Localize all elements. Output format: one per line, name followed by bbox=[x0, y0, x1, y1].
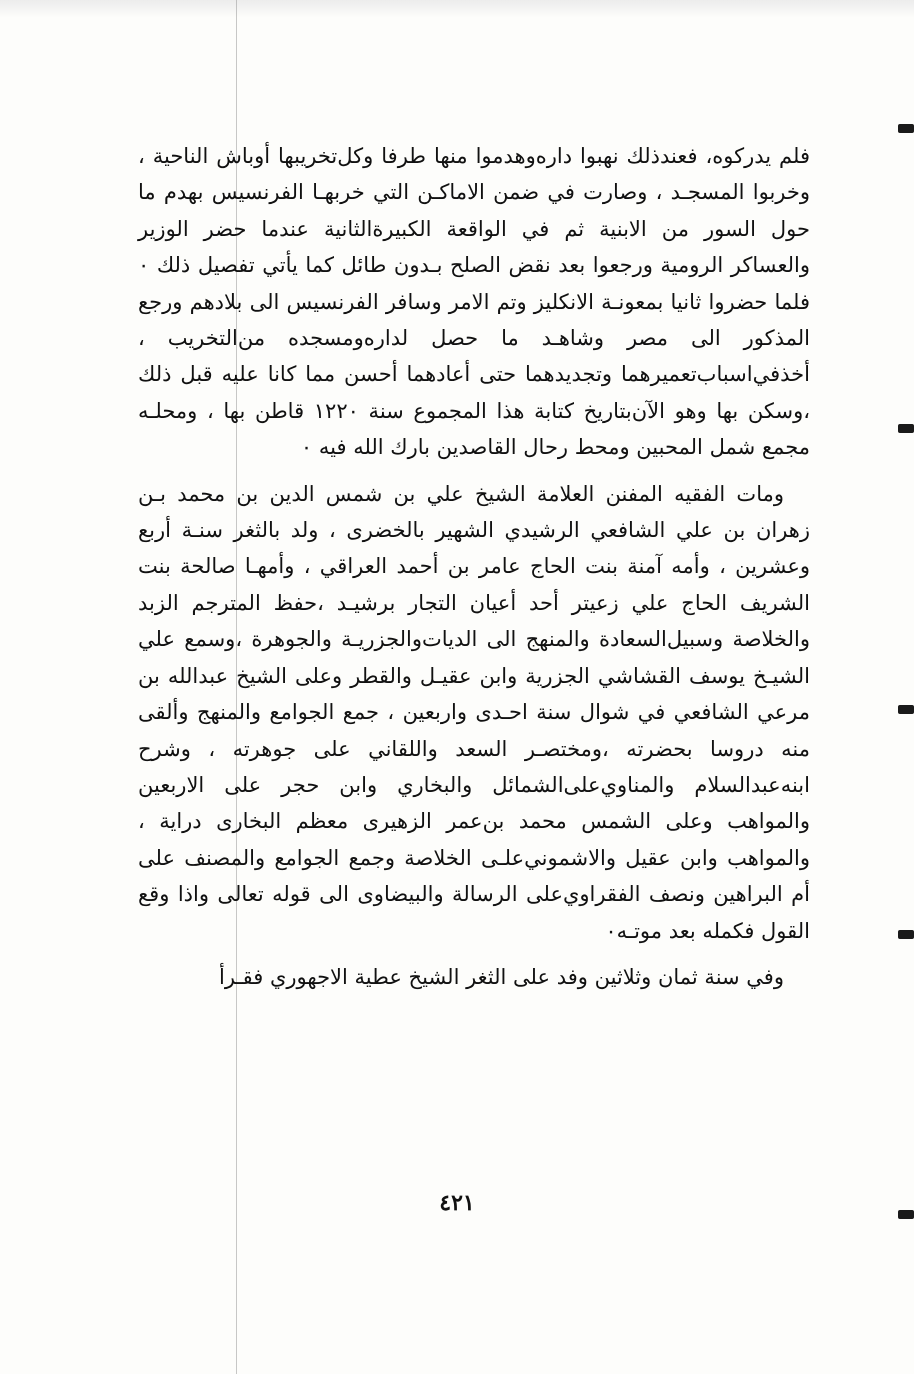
paragraph-3: وفي سنة ثمان وثلاثين وفد على الثغر الشيخ عطية الاجهوري فقـرأ bbox=[219, 964, 784, 989]
binding-mark bbox=[898, 424, 914, 433]
binding-mark bbox=[898, 705, 914, 714]
scan-shadow bbox=[0, 0, 914, 18]
page-number: ٤٢١ bbox=[439, 1190, 475, 1216]
binding-mark bbox=[898, 124, 914, 133]
paragraph-1: فلم يدركوه، فعندذلك نهبوا داره‌وهدموا منها طرفا وكل‌تخريبها أوباش الناحية ، وخربوا المسجـد ، وصارت في ضمن الاماكـن التي خربهـا الفرنسيس بهدم ما حول السور من الابنية ثم في الواقعة الكبيرةالثانية عندما حضر الوزير والعساكر الرومية ورجعوا بعد نقض الصلح بـدون طائل كما يأتي تفصيل ذلك ٠ فلما حضروا ثانيا بمعونـة الانكليز وتم الامر وسافر الفرنسيس الى بلادهم ورجع المذكور الى مصر وشاهـد ما حصل لداره‌ومسجده من‌التخريب ، أخذفي‌اسباب‌تعميرهما وتجديدهما حتى أعادهما أحسن مما كانا عليه قبل ذلك ،وسكن بها وهو الآن‌بتاريخ كتابة هذا المجموع سنة ١٢٢٠ قاطن بها ، ومحلـه مجمع شمل المحبين ومحط رحال القاصدين بارك الله فيه ٠ bbox=[138, 144, 810, 460]
paragraph-2: ومات الفقيه المفنن العلامة الشيخ علي بن شمس الدين بن محمد بـن زهران بن علي الشافعي الرشيدي الشهير بالخضرى ، ولد بالثغر سنـة أربع وعشرين ، وأمه آمنة بنت الحاج عامر بن أحمد العراقي ، وأمهـا صالحة بنت الشريف الحاج علي زعيتر أحد أعيان التجار برشيـد ،حفظ المترجم الزبد والخلاصة وسبيل‌السعادة والمنهج الى الديات‌والجزريـة والجوهرة ،وسمع علي الشيـخ يوسف القشاشي الجزرية وابن عقيـل والقطر وعلى الشيخ عبدالله بن مرعي الشافعي في شوال سنة احـدى واربعين ، جمع الجوامع والمنهج وألقى منه دروسا بحضرته ،ومختصـر السعد واللقاني على جوهرته ، وشرح ابنه‌عبدالسلام والمناوي‌على‌الشمائل والبخاري وابن حجر على الاربعين والمواهب وعلى الشمس محمد بن‌عمر الزهيرى معظم البخارى دراية ، والمواهب وابن عقيل والاشموني‌علـى الخلاصة وجمع الجوامع والمصنف على أم البراهين ونصف الفقراوي‌على الرسالة والبيضاوى الى قوله تعالى واذا وقع القول فكمله بعد موتـه٠ bbox=[138, 481, 810, 943]
body-text bbox=[138, 138, 810, 995]
binding-mark bbox=[898, 930, 914, 939]
